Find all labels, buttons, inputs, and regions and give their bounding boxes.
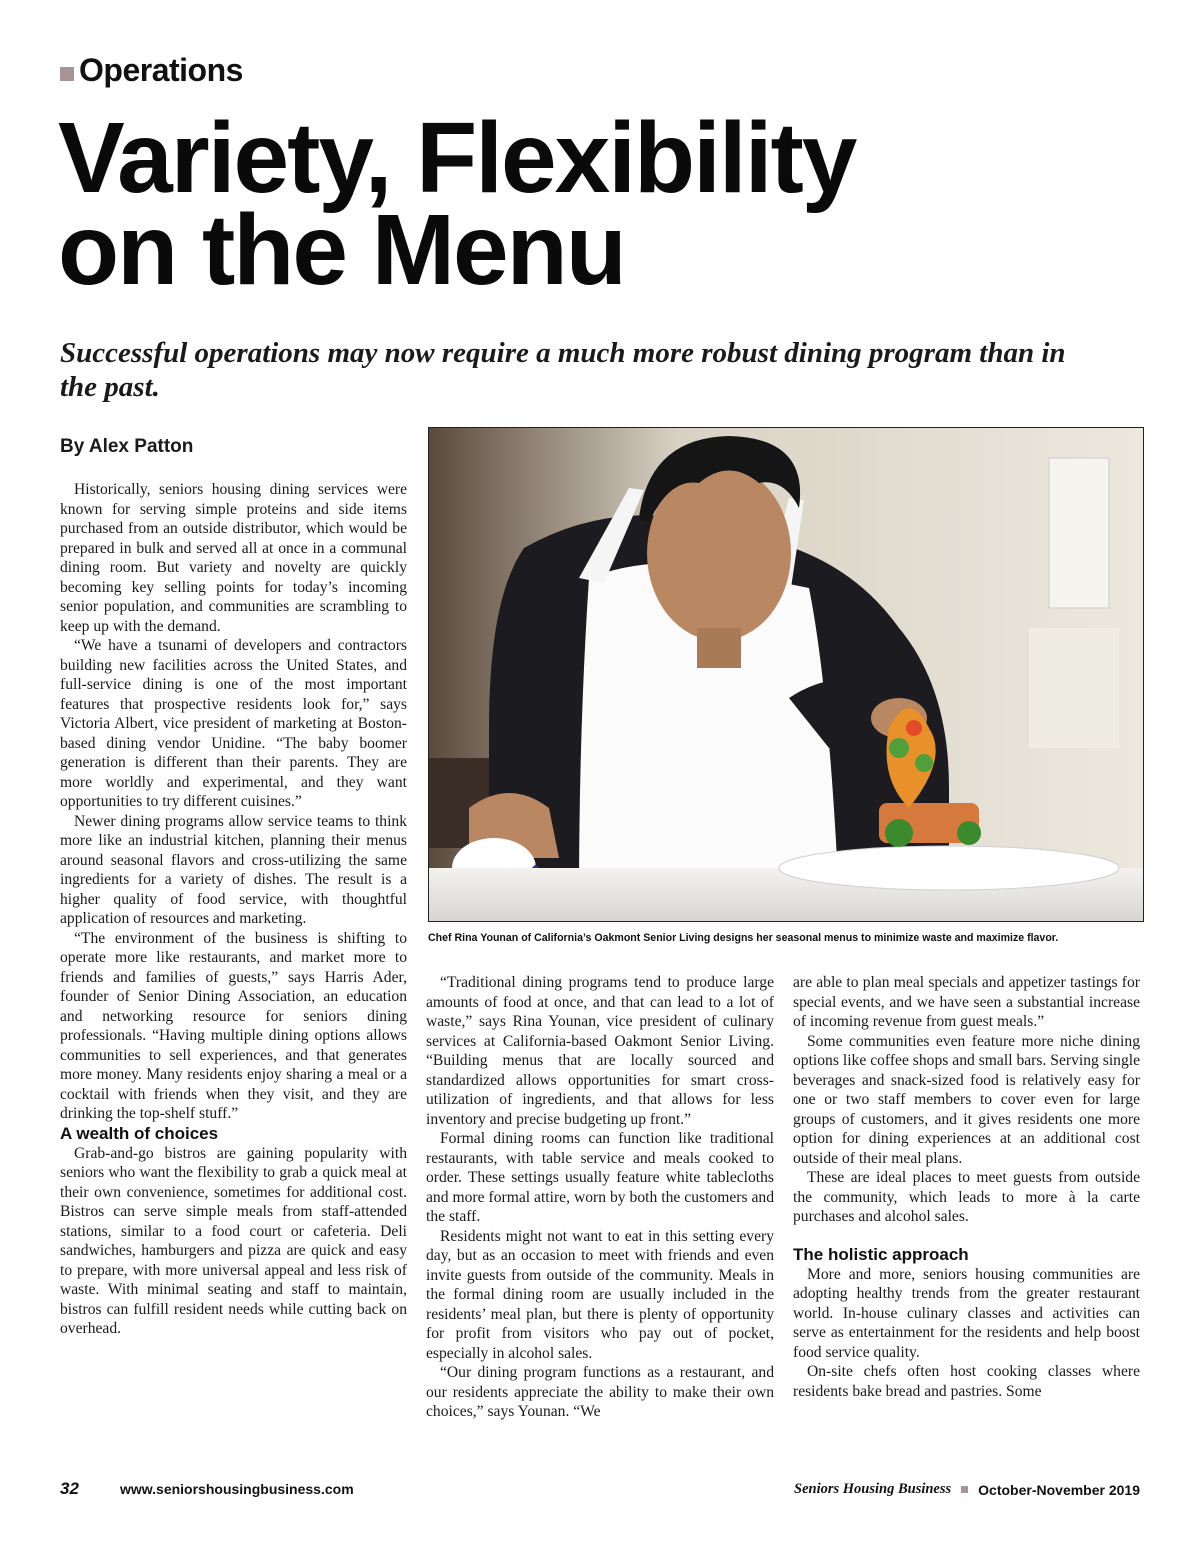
paragraph: Newer dining programs allow service teams to think more like an industrial kitchen, planning their menus around seasonal flavors and cross-utilizing the same ingredients for a variety of dishes. The result is a higher quality of food service, with thoughtful application of resources and marketing. (60, 812, 407, 927)
paragraph: Formal dining rooms can function like traditional restaurants, with table service and meals cooked to order. These settings usually feature white tablecloths and more formal attire, worn by both the customers and the staff. (426, 1130, 774, 1225)
headline (58, 102, 1158, 306)
paragraph: “Our dining program functions as a restaurant, and our residents appreciate the ability to make their own choices,” says Younan. “We (426, 1364, 774, 1420)
paragraph: More and more, seniors housing communities are adopting healthy trends from the greater restaurant world. In-house culinary classes and activities can serve as entertainment for the residents and help boost food service quality. (793, 1265, 1140, 1361)
article-column-1 (60, 480, 407, 1339)
website-link[interactable]: www.seniorshousingbusiness.com (120, 1481, 354, 1497)
chef-plating-illustration (429, 428, 1143, 921)
subhead: A wealth of choices (60, 1123, 219, 1143)
article-column-3 (793, 973, 1140, 1401)
paragraph: Residents might not want to eat in this setting every day, but as an occasion to meet with friends and even invite guests from outside of the community. Meals in the formal dining room are usually included in the residents’ meal plan, but there is plenty of opportunity for profit from visitors who pay out of pocket, especially in alcohol sales. (426, 1227, 774, 1362)
section-tag (60, 52, 243, 89)
footer-separator-icon (961, 1486, 968, 1493)
footer-masthead (794, 1481, 1140, 1498)
publication-name: Seniors Housing Business (794, 1481, 952, 1497)
paragraph: “We have a tsunami of developers and contractors building new facilities across the United States, and full-service dining is one of the most important features that prospective residents look for,” says Victoria Albert, vice president of marketing at Boston-based dining vendor Unidine. “The baby boomer generation is different than their parents. They are more worldly and experimental, and they want opportunities to try different cuisines.” (60, 637, 407, 810)
section-marker-icon (60, 67, 74, 81)
paragraph: “The environment of the business is shifting to operate more like restaurants, and market more to friends and families of guests,” says Harris Ader, founder of Senior Dining Association, an education and networking resource for seniors dining professionals. “Having multiple dining options allows communities to sell experiences, and that generates more money. Many residents enjoy sharing a meal or a cocktail with friends when they visit, and they are drinking the top-shelf stuff.” (60, 929, 407, 1122)
dek: Successful operations may now require a much more robust dining program than in the past. (60, 337, 1066, 403)
headline-line-1: Variety, Flexibility (58, 102, 856, 214)
paragraph: Historically, seniors housing dining services were known for serving simple proteins and side items purchased from an outside distributor, which would be prepared in bulk and served all at once in a communal dining room. But variety and novelty are quickly becoming key selling points for today’s incoming senior population, and communities are scrambling to keep up with the demand. (60, 481, 407, 635)
byline: By Alex Patton (60, 436, 194, 457)
chef-photo (428, 427, 1144, 922)
paragraph: “Traditional dining programs tend to produce large amounts of food at once, and that can lead to a lot of waste,” says Rina Younan, vice president of culinary services at California-based Oakmont Senior Living. “Building menus that are locally sourced and standardized allows opportunities for smart cross-utilization of ingredients, and that allows for less inventory and precise budgeting up front.” (426, 974, 774, 1128)
photo-caption: Chef Rina Younan of California’s Oakmont Senior Living designs her seasonal menus to minimize waste and maximize flavor. (428, 932, 1059, 944)
paragraph: are able to plan meal specials and appetizer tastings for special events, and we have seen a substantial increase of incoming revenue from guest meals.” (793, 974, 1140, 1030)
page-number: 32 (60, 1479, 79, 1498)
issue-date: October-November 2019 (978, 1481, 1140, 1498)
subhead: The holistic approach (793, 1244, 969, 1264)
paragraph: These are ideal places to meet guests from outside the community, which leads to more à la carte purchases and alcohol sales. (793, 1169, 1140, 1225)
paragraph: On-site chefs often host cooking classes where residents bake bread and pastries. Some (793, 1363, 1140, 1400)
paragraph: Some communities even feature more niche dining options like coffee shops and small bars. Serving single beverages and snack-sized food is relatively easy for one or two staff members to cover even for large groups of customers, and it gives residents one more option for dining experiences at an additional cost outside of their meal plans. (793, 1032, 1140, 1167)
page-footer (60, 1479, 1140, 1501)
article-column-2 (426, 973, 774, 1422)
headline-line-2: on the Menu (58, 194, 625, 306)
section-label: Operations (79, 52, 243, 88)
paragraph: Grab-and-go bistros are gaining popularity with seniors who want the flexibility to grab a quick meal at their own convenience, sometimes for additional cost. Bistros can serve simple meals from staff-attended stations, similar to a food court or cafeteria. Deli sandwiches, hamburgers and pizza are quick and easy to prepare, with more universal appeal and less risk of waste. With minimal seating and staff to maintain, bistros can fulfill resident needs while cutting back on overhead. (60, 1144, 407, 1337)
